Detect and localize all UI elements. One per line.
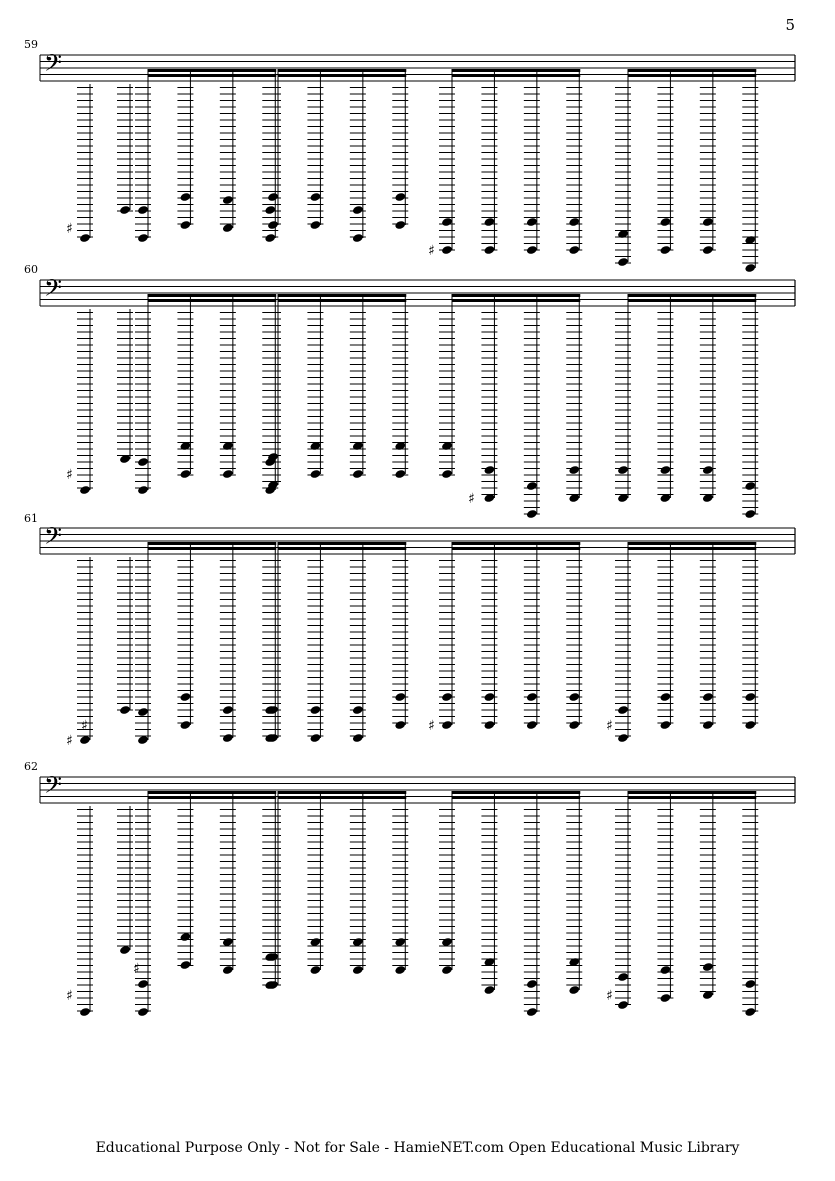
note-head <box>179 692 191 702</box>
note-head <box>744 263 756 273</box>
note-head <box>179 469 191 479</box>
note-head <box>267 192 279 202</box>
beam <box>452 69 580 72</box>
beam <box>148 294 276 297</box>
note-head <box>617 465 629 475</box>
sharp-icon: ♯ <box>428 718 435 734</box>
note-head <box>617 733 629 743</box>
bass-clef-icon: 𝄢 <box>44 49 63 82</box>
note-head <box>659 245 671 255</box>
note-head <box>441 965 453 975</box>
note-head <box>526 217 538 227</box>
note-head <box>483 692 495 702</box>
beam <box>148 796 276 799</box>
note-head <box>137 1007 149 1017</box>
bass-clef-icon: 𝄢 <box>44 274 63 307</box>
note-head <box>309 965 321 975</box>
note-head <box>222 733 234 743</box>
beam <box>628 547 756 550</box>
note-head <box>568 692 580 702</box>
sharp-icon: ♯ <box>468 491 475 507</box>
note-head <box>441 692 453 702</box>
note-head <box>79 1007 91 1017</box>
note-head <box>526 1007 538 1017</box>
measure-number: 61 <box>24 512 38 525</box>
note-head <box>483 720 495 730</box>
bass-clef-icon: 𝄢 <box>44 522 63 555</box>
sharp-icon: ♯ <box>428 243 435 259</box>
note-head <box>702 962 714 972</box>
note-head <box>309 469 321 479</box>
beam <box>452 547 580 550</box>
beam <box>278 796 406 799</box>
beam <box>628 74 756 77</box>
note-head <box>352 469 364 479</box>
note-head <box>119 705 131 715</box>
sharp-icon: ♯ <box>133 961 140 977</box>
note-head <box>483 465 495 475</box>
measure-number: 59 <box>24 38 38 51</box>
sharp-icon: ♯ <box>66 733 73 749</box>
note-head <box>309 192 321 202</box>
note-head <box>394 192 406 202</box>
note-head <box>483 245 495 255</box>
note-head <box>441 217 453 227</box>
note-head <box>702 720 714 730</box>
note-head <box>179 220 191 230</box>
note-head <box>352 205 364 215</box>
note-head <box>222 195 234 205</box>
beam <box>278 791 406 794</box>
beam <box>278 294 406 297</box>
sharp-icon: ♯ <box>606 718 613 734</box>
note-head <box>222 469 234 479</box>
note-head <box>744 720 756 730</box>
note-head <box>394 469 406 479</box>
beam <box>452 796 580 799</box>
note-head <box>441 245 453 255</box>
note-head <box>394 965 406 975</box>
note-head <box>744 979 756 989</box>
note-head <box>744 1007 756 1017</box>
beam <box>278 69 406 72</box>
sharp-icon: ♯ <box>66 467 73 483</box>
note-head <box>659 720 671 730</box>
beam <box>452 299 580 302</box>
note-head <box>79 485 91 495</box>
note-head <box>617 972 629 982</box>
note-head <box>568 465 580 475</box>
note-head <box>659 465 671 475</box>
beam <box>148 74 276 77</box>
note-head <box>137 485 149 495</box>
note-head <box>526 481 538 491</box>
note-head <box>119 205 131 215</box>
note-head <box>137 707 149 717</box>
measure-number: 62 <box>24 760 38 773</box>
note-head <box>659 217 671 227</box>
note-head <box>702 217 714 227</box>
note-head <box>526 245 538 255</box>
beam <box>628 299 756 302</box>
sharp-icon: ♯ <box>606 988 613 1004</box>
note-head <box>659 965 671 975</box>
note-head <box>309 705 321 715</box>
beam <box>452 74 580 77</box>
bass-clef-icon: 𝄢 <box>44 771 63 804</box>
beam <box>278 299 406 302</box>
note-head <box>394 720 406 730</box>
beam <box>628 796 756 799</box>
note-head <box>617 257 629 267</box>
note-head <box>744 692 756 702</box>
note-head <box>526 692 538 702</box>
note-head <box>309 220 321 230</box>
note-head <box>526 979 538 989</box>
beam <box>148 542 276 545</box>
note-head <box>617 705 629 715</box>
note-head <box>617 1000 629 1010</box>
note-head <box>526 720 538 730</box>
beam <box>628 542 756 545</box>
note-head <box>179 720 191 730</box>
beam <box>148 791 276 794</box>
note-head <box>568 720 580 730</box>
note-head <box>568 985 580 995</box>
note-head <box>441 469 453 479</box>
note-head <box>309 733 321 743</box>
note-head <box>79 233 91 243</box>
beam <box>452 542 580 545</box>
beam <box>452 791 580 794</box>
note-head <box>702 465 714 475</box>
beam <box>278 542 406 545</box>
measure-number: 60 <box>24 263 38 276</box>
note-head <box>264 205 276 215</box>
note-head <box>137 205 149 215</box>
note-head <box>137 457 149 467</box>
beam <box>148 547 276 550</box>
note-head <box>483 217 495 227</box>
note-head <box>222 705 234 715</box>
note-head <box>222 965 234 975</box>
beam <box>452 294 580 297</box>
note-head <box>744 481 756 491</box>
note-head <box>483 985 495 995</box>
beam <box>628 791 756 794</box>
note-head <box>659 692 671 702</box>
note-head <box>394 692 406 702</box>
note-head <box>659 993 671 1003</box>
note-head <box>394 220 406 230</box>
note-head <box>352 965 364 975</box>
footer-text: Educational Purpose Only - Not for Sale - HamieNET.com Open Educational Music Library <box>95 1140 740 1156</box>
note-head <box>264 233 276 243</box>
beam <box>628 294 756 297</box>
note-head <box>526 509 538 519</box>
note-head <box>352 733 364 743</box>
note-head <box>568 245 580 255</box>
beam <box>148 69 276 72</box>
note-head <box>352 705 364 715</box>
note-head <box>179 960 191 970</box>
note-head <box>179 192 191 202</box>
beam <box>278 74 406 77</box>
beam <box>628 69 756 72</box>
note-head <box>744 509 756 519</box>
note-head <box>441 720 453 730</box>
note-head <box>267 220 279 230</box>
beam <box>278 547 406 550</box>
beam <box>148 299 276 302</box>
sharp-icon: ♯ <box>81 718 88 734</box>
page-number: 5 <box>785 16 795 34</box>
note-head <box>137 233 149 243</box>
sharp-icon: ♯ <box>66 988 73 1004</box>
note-head <box>568 217 580 227</box>
note-head <box>702 692 714 702</box>
note-head <box>352 233 364 243</box>
note-head <box>137 979 149 989</box>
note-head <box>702 245 714 255</box>
sharp-icon: ♯ <box>66 221 73 237</box>
